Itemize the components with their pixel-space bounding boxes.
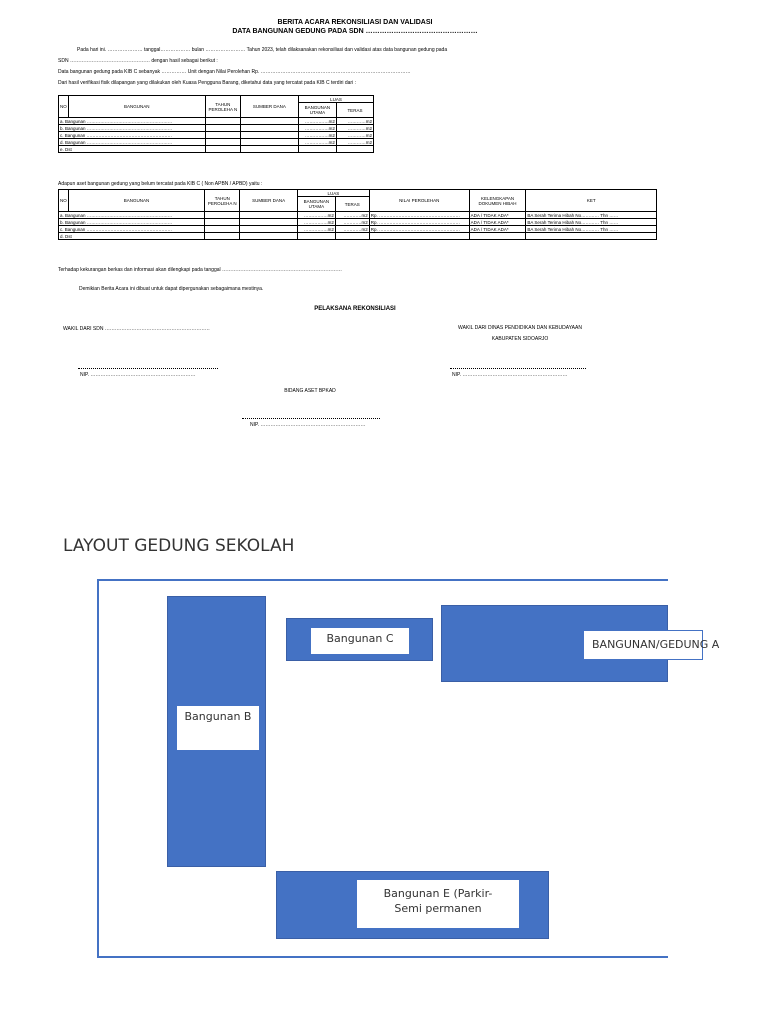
wakil-dinas-2: KABUPATEN SIDOARJO — [491, 336, 549, 342]
cell-teras: …………m2 — [335, 226, 369, 233]
cell-teras: …………m2 — [336, 132, 373, 139]
th-ket: KET — [526, 190, 657, 212]
cell-teras: …………m2 — [336, 125, 373, 132]
intro-line-1: Pada hari ini. ………………… tanggal……………… bulan …………………… Tahun 2023, telah dilaksanakan rekonsiliasi dan validasi atas data bangunan gedung pada — [77, 47, 448, 53]
pelaksana-heading: PELAKSANA REKONSILIASI — [314, 306, 396, 312]
th-bangunan: BANGUNAN — [68, 190, 205, 212]
cell-utama: …………….m2 — [297, 226, 335, 233]
cell-utama: …………….m2 — [297, 219, 335, 226]
doc-subtitle: DATA BANGUNAN GEDUNG PADA SDN ………………………………………… — [232, 28, 478, 35]
kib-c-table — [58, 95, 374, 153]
cell-nilai: Rp. ……………………………………………… — [369, 212, 469, 219]
th-teras: TERAS — [336, 103, 373, 118]
cell-utama — [297, 233, 335, 240]
cell-teras: …………m2 — [336, 118, 373, 125]
cell-bangunan: d. Dst — [59, 233, 205, 240]
cell-teras — [336, 146, 373, 153]
cell-bangunan: b. Bangunan ………………………………………………… — [59, 219, 205, 226]
cell-kelengkapan: ADA / TIDAK ADA* — [469, 219, 526, 226]
non-kib-table — [58, 189, 657, 240]
bidang-aset: BIDANG ASET BPKAD — [284, 388, 336, 394]
th-luas: LUAS — [297, 190, 369, 197]
cell-nilai — [369, 233, 469, 240]
th-utama: BANGUNAN UTAMA — [297, 197, 335, 212]
cell-nilai: Rp. ……………………………………………… — [369, 226, 469, 233]
table-row — [59, 118, 374, 125]
building-c-label: Bangunan C — [310, 627, 410, 655]
cell-bangunan: a. Bangunan ………………………………………………… — [59, 118, 206, 125]
nip-left: NIP. ……………………………………………………… — [80, 372, 196, 378]
th-luas: LUAS — [298, 96, 373, 103]
building-a-label: BANGUNAN/GEDUNG A — [583, 630, 703, 660]
kekurangan-text: Terhadap kekurangan berkas dan informasi akan dilengkapi pada tanggal ……………………………………………………………… — [58, 267, 343, 273]
table-row — [59, 226, 657, 233]
cell-kelengkapan — [469, 233, 526, 240]
cell-teras: …………m2 — [335, 212, 369, 219]
cell-utama: …………….m2 — [298, 132, 336, 139]
table-row — [59, 219, 657, 226]
table-row — [59, 146, 374, 153]
cell-kelengkapan: ADA / TIDAK ADA* — [469, 226, 526, 233]
nip-right: NIP. ……………………………………………………… — [452, 372, 568, 378]
cell-ket: BA Serah Terima Hibah No………… Thn …… — [526, 212, 657, 219]
cell-utama: …………….m2 — [297, 212, 335, 219]
cell-ket — [526, 233, 657, 240]
th-no: NO — [59, 96, 69, 118]
cell-bangunan: e. Dst — [59, 146, 206, 153]
doc-title: BERITA ACARA REKONSILIASI DAN VALIDASI — [277, 19, 433, 26]
table-row — [59, 139, 374, 146]
signature-line-center — [242, 418, 380, 419]
cell-bangunan: d. Bangunan ………………………………………………… — [59, 139, 206, 146]
signature-line-left — [78, 368, 218, 369]
intro-line-2: SDN ………………………………………… dengan hasil sebagai berikut : — [58, 58, 218, 64]
nip-center: NIP. ……………………………………………………… — [250, 422, 366, 428]
wakil-sdn: WAKIL DARI SDN ……………………………………………………… — [63, 326, 210, 332]
th-sumber: SUMBER DANA — [240, 190, 298, 212]
non-apbn-intro: Adapun aset bangunan gedung yang belum tercatat pada KIB C ( Non APBN / APBD) yaitu : — [58, 181, 263, 187]
th-utama: BANGUNAN UTAMA — [298, 103, 336, 118]
th-tahun: TAHUN PEROLEHA N — [205, 190, 240, 212]
table-row — [59, 233, 657, 240]
th-no: NO — [59, 190, 69, 212]
cell-bangunan: a. Bangunan ………………………………………………… — [59, 212, 205, 219]
cell-teras — [335, 233, 369, 240]
cell-nilai: Rp. ……………………………………………… — [369, 219, 469, 226]
th-tahun: TAHUN PEROLEHA N — [205, 96, 240, 118]
intro-line-3: Data bangunan gedung pada KIB C sebanyak …………… Unit dengan Nilai Perolehan Rp. ……………………………………………………………………………… — [58, 69, 411, 75]
cell-bangunan: c. Bangunan ………………………………………………… — [59, 226, 205, 233]
cell-ket: BA Serah Terima Hibah No………… Thn …… — [526, 219, 657, 226]
cell-utama: …………….m2 — [298, 118, 336, 125]
building-a-label-clip — [583, 630, 720, 660]
building-e-label — [356, 879, 520, 929]
table-row — [59, 212, 657, 219]
cell-teras: …………m2 — [335, 219, 369, 226]
th-bangunan: BANGUNAN — [68, 96, 205, 118]
cell-bangunan: c. Bangunan ………………………………………………… — [59, 132, 206, 139]
cell-utama — [298, 146, 336, 153]
layout-title: LAYOUT GEDUNG SEKOLAH — [63, 536, 295, 556]
building-e-label-line1: Bangunan E (Parkir- — [383, 887, 493, 900]
signature-line-right — [450, 368, 586, 369]
building-b-label: Bangunan B — [176, 705, 260, 751]
cell-utama: …………….m2 — [298, 139, 336, 146]
closing-text: Demikian Berita Acara ini dibuat untuk dapat dipergunakan sebagaimana mestinya. — [79, 286, 264, 292]
th-sumber: SUMBER DANA — [240, 96, 298, 118]
table-row — [59, 125, 374, 132]
cell-bangunan: b. Bangunan ………………………………………………… — [59, 125, 206, 132]
th-teras: TERAS — [335, 197, 369, 212]
cell-kelengkapan: ADA / TIDAK ADA* — [469, 212, 526, 219]
building-e-label-line2: Semi permanen — [394, 902, 482, 915]
wakil-dinas-1: WAKIL DARI DINAS PENDIDIKAN DAN KEBUDAYAAN — [458, 325, 582, 331]
cell-utama: …………….m2 — [298, 125, 336, 132]
cell-ket: BA Serah Terima Hibah No………… Thn …… — [526, 226, 657, 233]
cell-teras: …………m2 — [336, 139, 373, 146]
th-kelengkapan: KELENGKAPAN DOKUMEN HIBAH — [469, 190, 526, 212]
th-nilai: NILAI PEROLEHAN — [369, 190, 469, 212]
intro-line-4: Dari hasil verifikasi fisik dilapangan yang dilakukan oleh Kuasa Pengguna Barang, diketahui data yang tercatat pada KIB C terdiri dari : — [58, 80, 356, 86]
table-row — [59, 132, 374, 139]
